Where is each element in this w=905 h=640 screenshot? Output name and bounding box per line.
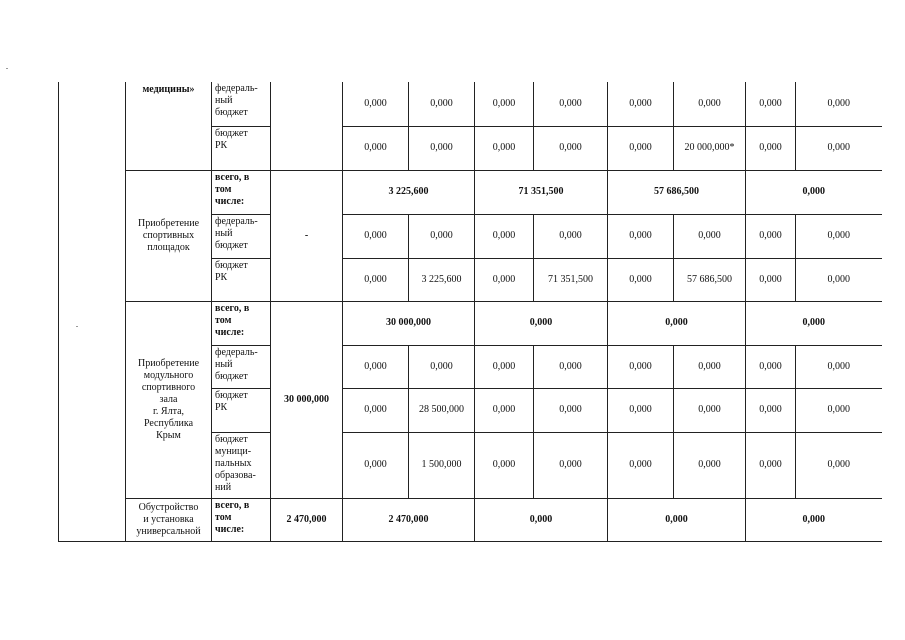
- value-cell: 0,000: [343, 258, 409, 301]
- value-cell: 0,000: [534, 388, 608, 432]
- scan-speck: [6, 68, 8, 69]
- year-total-cell: 0,000: [475, 498, 608, 541]
- year-total-cell: 30 000,000: [343, 301, 475, 345]
- value-cell: 0,000: [534, 432, 608, 498]
- value-cell: 0,000: [608, 388, 674, 432]
- table-row: [59, 498, 882, 541]
- value-cell: 0,000: [674, 432, 746, 498]
- year-total-cell: 0,000: [608, 301, 746, 345]
- value-cell: 0,000: [534, 82, 608, 126]
- value-cell: 0,000: [534, 214, 608, 258]
- value-cell: 0,000: [796, 214, 882, 258]
- value-cell: 0,000: [343, 214, 409, 258]
- value-cell: 0,000: [746, 82, 796, 126]
- value-cell: 0,000: [534, 126, 608, 170]
- value-cell: 0,000: [475, 126, 534, 170]
- value-cell: 0,000: [674, 214, 746, 258]
- activity-name-cell: Приобретение спортивных площадок: [126, 170, 212, 301]
- year-total-cell: 2 470,000: [343, 498, 475, 541]
- value-cell: 0,000: [608, 82, 674, 126]
- year-total-cell: 0,000: [608, 498, 746, 541]
- value-cell: 0,000: [475, 432, 534, 498]
- year-total-cell: 57 686,500: [608, 170, 746, 214]
- value-cell: 0,000: [343, 126, 409, 170]
- value-cell: 0,000: [796, 345, 882, 388]
- value-cell: 0,000: [343, 345, 409, 388]
- value-cell: 0,000: [674, 345, 746, 388]
- value-cell: 0,000: [746, 345, 796, 388]
- value-cell: 0,000: [475, 258, 534, 301]
- value-cell: 0,000: [746, 214, 796, 258]
- year-total-cell: 0,000: [746, 301, 882, 345]
- value-cell: 0,000: [796, 82, 882, 126]
- value-cell: 0,000: [608, 214, 674, 258]
- year-total-cell: 0,000: [475, 301, 608, 345]
- table-row: [59, 82, 882, 126]
- activity-name-cell: медицины»: [126, 82, 212, 170]
- value-cell: 0,000: [674, 388, 746, 432]
- table-row: [59, 170, 882, 214]
- value-cell: 0,000: [796, 258, 882, 301]
- budget-type-cell: всего, в том числе:: [212, 498, 271, 541]
- value-cell: 28 500,000: [409, 388, 475, 432]
- value-cell: 0,000: [343, 432, 409, 498]
- value-cell: 0,000: [608, 345, 674, 388]
- value-cell: 1 500,000: [409, 432, 475, 498]
- value-cell: 0,000: [796, 126, 882, 170]
- total-cell: -: [271, 170, 343, 301]
- value-cell: 20 000,000*: [674, 126, 746, 170]
- value-cell: 0,000: [475, 214, 534, 258]
- activity-name-cell: Приобретение модульного спортивного зала г. Ялта, Республика Крым: [126, 301, 212, 498]
- value-cell: 0,000: [674, 82, 746, 126]
- value-cell: 0,000: [409, 345, 475, 388]
- budget-type-cell: федераль- ный бюджет: [212, 345, 271, 388]
- value-cell: 0,000: [409, 126, 475, 170]
- total-cell: 2 470,000: [271, 498, 343, 541]
- year-total-cell: 0,000: [746, 498, 882, 541]
- value-cell: 0,000: [409, 214, 475, 258]
- budget-type-cell: бюджет муници- пальных образова- ний: [212, 432, 271, 498]
- budget-type-cell: бюджет РК: [212, 126, 271, 170]
- table-row: [59, 301, 882, 345]
- left-margin-column: [59, 82, 126, 541]
- value-cell: 3 225,600: [409, 258, 475, 301]
- budget-type-cell: федераль- ный бюджет: [212, 82, 271, 126]
- budget-type-cell: бюджет РК: [212, 388, 271, 432]
- value-cell: 0,000: [534, 345, 608, 388]
- value-cell: 0,000: [746, 126, 796, 170]
- value-cell: 0,000: [475, 388, 534, 432]
- value-cell: 0,000: [796, 432, 882, 498]
- scan-speck: [76, 326, 78, 327]
- value-cell: 0,000: [608, 258, 674, 301]
- budget-type-cell: всего, в том числе:: [212, 170, 271, 214]
- value-cell: 0,000: [746, 258, 796, 301]
- value-cell: 0,000: [746, 388, 796, 432]
- total-cell: [271, 82, 343, 170]
- year-total-cell: 0,000: [746, 170, 882, 214]
- value-cell: 0,000: [608, 126, 674, 170]
- value-cell: 0,000: [475, 82, 534, 126]
- budget-type-cell: всего, в том числе:: [212, 301, 271, 345]
- value-cell: 57 686,500: [674, 258, 746, 301]
- budget-type-cell: бюджет РК: [212, 258, 271, 301]
- budget-type-cell: федераль- ный бюджет: [212, 214, 271, 258]
- year-total-cell: 71 351,500: [475, 170, 608, 214]
- value-cell: 0,000: [475, 345, 534, 388]
- value-cell: 0,000: [409, 82, 475, 126]
- activity-name-cell: Обустройство и установка универсальной: [126, 498, 212, 541]
- total-cell: 30 000,000: [271, 301, 343, 498]
- value-cell: 0,000: [746, 432, 796, 498]
- year-total-cell: 3 225,600: [343, 170, 475, 214]
- value-cell: 71 351,500: [534, 258, 608, 301]
- value-cell: 0,000: [343, 82, 409, 126]
- budget-table: [58, 82, 882, 542]
- value-cell: 0,000: [608, 432, 674, 498]
- value-cell: 0,000: [343, 388, 409, 432]
- value-cell: 0,000: [796, 388, 882, 432]
